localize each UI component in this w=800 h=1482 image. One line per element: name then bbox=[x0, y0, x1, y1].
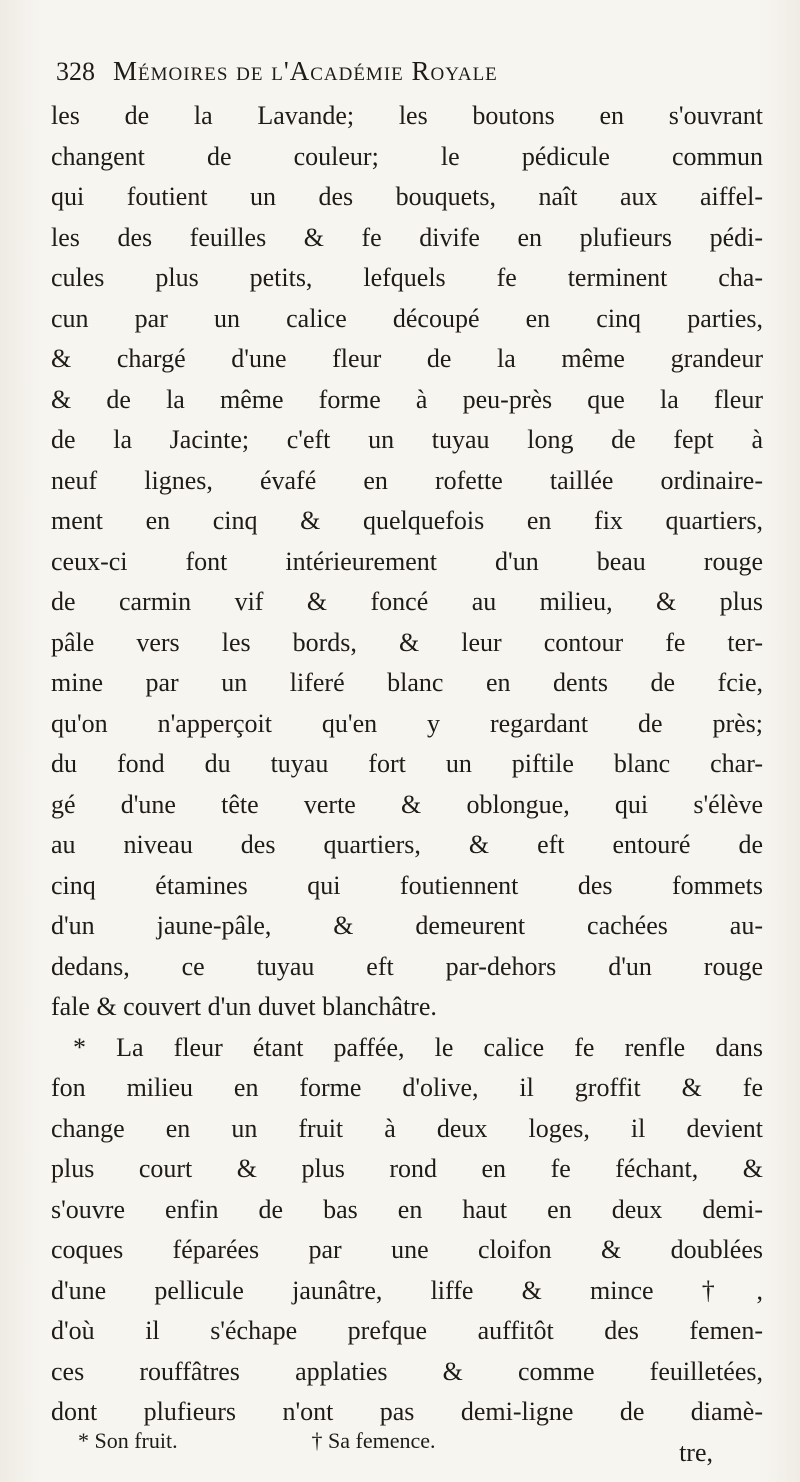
footnote-seed: † Sa femence. bbox=[311, 1428, 436, 1453]
text-line: neuf lignes, évafé en rofette taillée ordinaire- bbox=[51, 465, 763, 495]
text-line: au niveau des quartiers, & eft entouré de bbox=[51, 830, 763, 859]
text-line: dedans, ce tuyau eft par-dehors d'un rouge bbox=[51, 951, 763, 981]
page-number: 328 bbox=[56, 57, 95, 86]
text-line: mine par un liferé blanc en dents de fcie, bbox=[51, 668, 763, 697]
text-line: & chargé d'une fleur de la même grandeur bbox=[51, 344, 763, 373]
text-line: ces rouffâtres applaties & comme feuilletées, bbox=[51, 1356, 763, 1386]
text-line: d'une pellicule jaunâtre, liffe & mince †, bbox=[51, 1275, 763, 1305]
text-line: de carmin vif & foncé au milieu, & plus bbox=[51, 587, 763, 616]
text-line: gé d'une tête verte & oblongue, qui s'élève bbox=[51, 789, 763, 819]
text-line: change en un fruit à deux loges, il devient bbox=[51, 1113, 763, 1143]
text-line: de la Jacinte; c'eft un tuyau long de fept à bbox=[51, 425, 763, 454]
catchword-line: tre, bbox=[679, 1437, 713, 1467]
running-title: Mémoires de l'Académie Royale bbox=[113, 56, 498, 86]
text-line: dont plufieurs n'ont pas demi-ligne de diamè- bbox=[51, 1397, 763, 1426]
text-line: les des feuilles & fe divife en plufieurs pédi- bbox=[51, 222, 763, 252]
text-line: qu'on n'apperçoit qu'en y regardant de près; bbox=[51, 708, 763, 738]
text-line: d'où il s'échape prefque auffitôt des femen- bbox=[51, 1316, 763, 1345]
text-line-paragraph-end: fale & couvert d'un duvet blanchâtre. bbox=[51, 992, 437, 1021]
page-header bbox=[56, 56, 756, 96]
text-line: cun par un calice découpé en cinq parties, bbox=[51, 303, 763, 333]
text-line: pâle vers les bords, & leur contour fe ter- bbox=[51, 627, 763, 657]
text-line: s'ouvre enfin de bas en haut en deux demi- bbox=[51, 1194, 763, 1224]
text-line: ment en cinq & quelquefois en fix quartiers, bbox=[51, 506, 763, 535]
body-text bbox=[51, 96, 763, 1473]
text-line: d'un jaune-pâle, & demeurent cachées au- bbox=[51, 911, 763, 940]
text-line-paragraph-start: * La fleur étant paffée, le calice fe renfle dans bbox=[73, 1032, 763, 1062]
footnotes bbox=[78, 1428, 678, 1458]
text-line: fon milieu en forme d'olive, il groffit & fe bbox=[51, 1073, 763, 1102]
text-line: & de la même forme à peu-près que la fleur bbox=[51, 384, 763, 414]
text-line: ceux-ci font intérieurement d'un beau rouge bbox=[51, 546, 763, 576]
text-line: cinq étamines qui foutiennent des fommets bbox=[51, 870, 763, 900]
text-line: les de la Lavande; les boutons en s'ouvrant bbox=[51, 101, 763, 130]
text-line: changent de couleur; le pédicule commun bbox=[51, 141, 763, 171]
text-line: cules plus petits, lefquels fe terminent cha- bbox=[51, 263, 763, 292]
text-line: plus court & plus rond en fe féchant, & bbox=[51, 1154, 763, 1183]
text-line: du fond du tuyau fort un piftile blanc char- bbox=[51, 749, 763, 778]
text-line: coques féparées par une cloifon & doublées bbox=[51, 1235, 763, 1264]
text-line: qui foutient un des bouquets, naît aux aiffel- bbox=[51, 182, 763, 211]
footnote-fruit: * Son fruit. bbox=[78, 1428, 178, 1453]
